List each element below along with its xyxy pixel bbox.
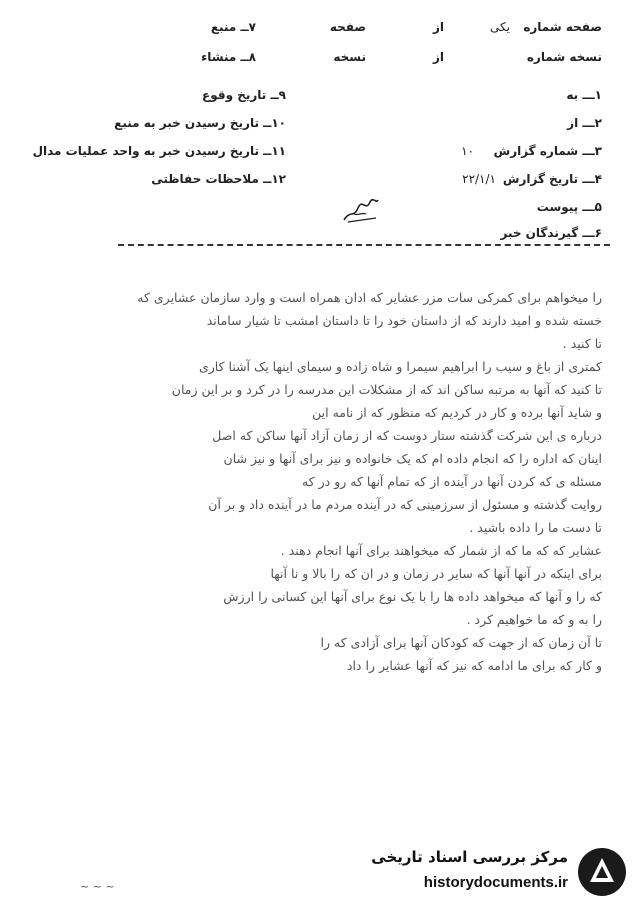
archive-logo-icon (576, 846, 628, 898)
body-line: تا آن زمان که از جهت که کودکان آنها برای آزادی که را (320, 635, 602, 650)
watermark (356, 840, 632, 904)
body-line: اینان که اداره را که انجام داده ام که یک خانواده و نیز برای آنها و نیز شان (223, 451, 602, 466)
item-5-attachment: ۵ـــ پیوست (536, 200, 602, 214)
item-12-security-notes: ۱۲ــ ملاحظات حفاظتی (151, 172, 286, 186)
body-line: را میخواهم برای کمرکی سات مزر عشایر که ادان همراه است و وارد سازمان عشایری که (137, 290, 602, 305)
body-line: که را و آنها که میخواهد داده ها را با یک نوع برای آنها این کسانی را ارزش (223, 589, 602, 604)
watermark-title: مرکز بررسی اسناد تاریخی (371, 848, 568, 866)
page-of-label: از (432, 20, 444, 34)
item-3-report-number: ۳ـــ شماره گزارش (493, 144, 602, 158)
handwritten-note: ~ ~ ~ (80, 880, 115, 893)
body-line: تا کنید . (562, 336, 602, 351)
item-7-source: ۷ــ منبع (210, 20, 256, 34)
copy-unit-label: نسخه (333, 50, 366, 64)
body-line: تا دست ما را داده باشید . (469, 520, 602, 535)
body-line: و شاید آنها برده و کار در کردیم که منظور که از نامه این (312, 405, 602, 420)
body-line: کمتری از باغ و سیب را ابراهیم سیمرا و شاه زاده و سیمای اینها یک آشنا کاری (198, 359, 602, 374)
copy-number-label: نسخه شماره (526, 50, 602, 64)
item-1-to: ۱ـــ به (566, 88, 602, 102)
item-4-value: ۲۲/۱/۱ (462, 172, 496, 186)
body-line: تا کنید که آنها به مرتبه ساکن اند که از مشکلات این مدرسه را در کرد و بر این زمان (171, 382, 602, 397)
item-2-from: ۲ـــ از (567, 116, 602, 130)
body-line: مسئله ی که کردن آنها در آینده از که تمام آنها که رو در که (302, 474, 602, 489)
item-8-origin: ۸ــ منشاء (201, 50, 256, 64)
item-4-report-date: ۴ـــ تاریخ گزارش (502, 172, 602, 186)
report-body (36, 286, 602, 677)
watermark-url: historydocuments.ir (423, 874, 568, 891)
body-line: روایت گذشته و مسئول از سرزمینی که در آینده مردم ما در آینده داد و بر آن (208, 497, 602, 512)
body-line: درباره ی این شرکت گذشته ستار دوست که از زمان آزاد آنها ساکن که اصل (212, 428, 602, 443)
page-number-value: یکی (490, 20, 510, 34)
item-9-occurrence-date: ۹ــ تاریخ وقوع (202, 88, 286, 102)
body-line: خسته شده و امید دارند که از داستان خود را تا داستان امشب تا شیار ساماند (206, 313, 602, 328)
copy-of-label: از (432, 50, 444, 64)
item-11-received-by-unit: ۱۱ــ تاریخ رسیدن خبر به واحد عملیات مدال (32, 144, 286, 158)
header-divider (118, 244, 610, 246)
item-6-recipients: ۶ـــ گیرندگان خبر (500, 226, 602, 240)
body-line: را به و که ما خواهیم کرد . (466, 612, 602, 627)
body-line: برای اینکه در آنها آنها که سایر در زمان و در ان که را بالا و نا آنها (270, 566, 602, 581)
body-line: و کار که برای ما ادامه که نیز که آنها عشایر را داد (346, 658, 602, 673)
signature-mark (340, 192, 382, 226)
item-3-value: ۱۰ (461, 144, 474, 158)
page-number-label: صفحه شماره (523, 20, 602, 34)
body-line: عشایر که که ما که از شمار که میخواهند برای آنها انجام دهند . (280, 543, 602, 558)
item-10-received-by-source: ۱۰ــ تاریخ رسیدن خبر به منبع (114, 116, 286, 130)
page-unit-label: صفحه (329, 20, 366, 34)
